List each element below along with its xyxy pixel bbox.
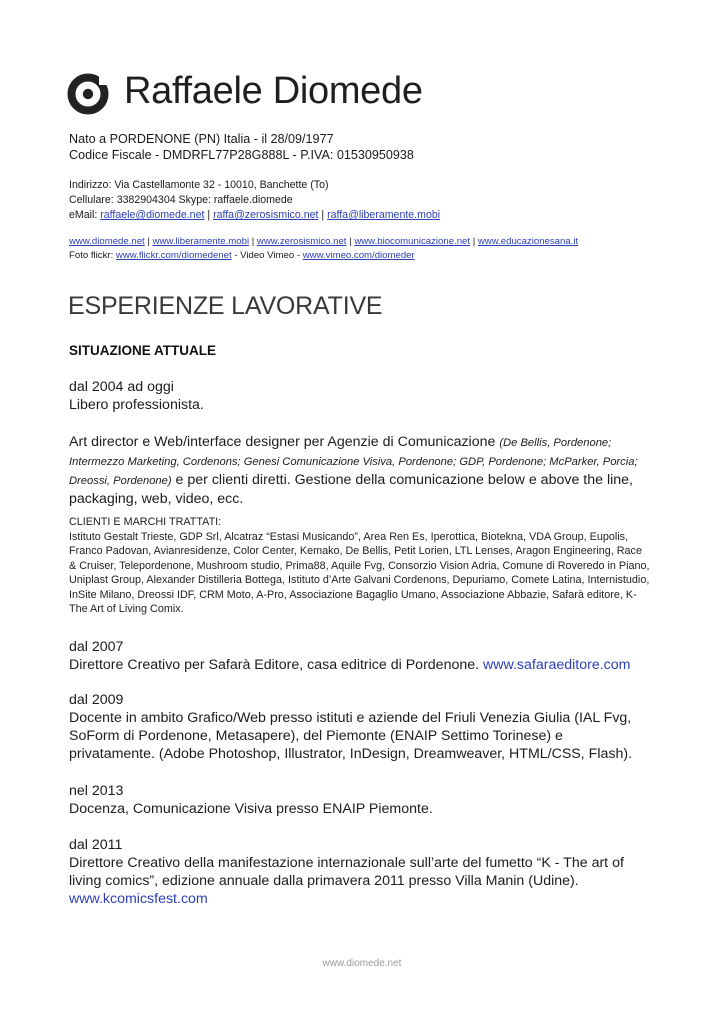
safara-link[interactable]: www.safaraeditore.com	[483, 657, 631, 673]
birth-line: Nato a PORDENONE (PN) Italia - il 28/09/1977	[69, 132, 334, 146]
entry-description: Direttore Creativo della manifestazione internazionale sull’arte del fumetto “K - The art of living comics”, edizione annuale dalla primavera 2011 presso Villa Manin (Udine).	[69, 855, 624, 889]
address-line: Indirizzo: Via Castellamonte 32 - 10010, Banchette (To)	[69, 179, 329, 191]
kcomicsfest-link[interactable]: www.kcomicsfest.com	[69, 891, 208, 907]
entry-description	[69, 656, 649, 674]
entry-description-text: Direttore Creativo per Safarà Editore, casa editrice di Pordenone.	[69, 657, 484, 673]
entry-date: dal 2009	[69, 692, 124, 708]
art-director-text-rest: e per clienti diretti. Gestione della comunicazione below e above the line, packaging, web, video, ecc.	[69, 472, 633, 507]
email-label: eMail:	[69, 209, 101, 221]
entry-teaching	[69, 691, 649, 763]
clients-list: Istituto Gestalt Trieste, GDP Srl, Alcatraz “Estasi Musicando”, Area Ren Es, Iperottica, Biotekna, VDA Group, Eupolis, Franco Padovan, Avianresidenze, Color Center, Kemako, De Bellis, Petit Lorien, LTL Lenses, Aragon Engineering, Race & Cruiser, Telepordenone, Mushroom studio, Prima88, Aquile Fvg, Consorzio Vision Adria, Comune di Roveredo in Piano, Uniplast Group, Alexander Distilleria Bottega, Istituto d’Arte Galvani Cordenons, Depuriamo, Comete Latina, Internistudio, InSite Milano, Dreossi IDF, CRM Moto, A-Pro, Associazione Bagaglio Umano, Associazione Abbazie, Safarà editore, K-The Art of Living Comix.	[69, 531, 650, 616]
circle-dot-logo-icon	[66, 72, 110, 116]
section-title: ESPERIENZE LAVORATIVE	[68, 292, 383, 320]
flickr-link[interactable]: www.flickr.com/diomedenet	[115, 250, 232, 261]
art-director-text: Art director e Web/interface designer per Agenzie di Comunicazione	[69, 434, 500, 450]
section-subheading: SITUAZIONE ATTUALE	[69, 343, 216, 358]
contact-info	[69, 178, 440, 223]
entry-description: Docente in ambito Grafico/Web presso istituti e aziende del Friuli Venezia Giulia (IAL Fvg, SoForm di Pordenone, Metasapere), del Piemonte (ENAIP Settimo Torinese) e privatamente. (Adobe Photoshop, Illustrator, InDesign, Dreamweaver, HTML/CSS, Flash).	[69, 710, 633, 762]
agencies-list: (De Bellis, Pordenone; Intermezzo Marketing, Cordenons; Genesi Comunicazione Visiva, Pordenone; GDP, Pordenone; McParker, Porcia; Dreossi, Pordenone)	[69, 437, 638, 487]
email-link-zerosismico[interactable]: raffa@zerosismico.net	[213, 209, 319, 221]
entry-description: Docenza, Comunicazione Visiva presso ENAIP Piemonte.	[69, 801, 433, 817]
website-links-line: www.diomede.net | www.liberamente.mobi | www.zerosismico.net | www.biocomunicazione.net | www.educazionesana.it	[69, 236, 579, 247]
page-title: Raffaele Diomede	[124, 70, 423, 112]
entry-date: nel 2013	[69, 783, 124, 799]
personal-info	[69, 131, 414, 163]
flickr-label: Foto flickr:	[69, 250, 116, 261]
entry-date: dal 2004 ad oggi	[69, 379, 174, 395]
entry-safara	[69, 638, 649, 674]
phone-line: Cellulare: 3382904304 Skype: raffaele.diomede	[69, 194, 293, 206]
websites	[69, 235, 578, 263]
website-link-biocomunicazione[interactable]: www.biocomunicazione.net	[354, 236, 471, 247]
email-link-diomede[interactable]: raffaele@diomede.net	[100, 209, 205, 221]
website-link-educazionesana[interactable]: www.educazionesana.it	[477, 236, 579, 247]
vimeo-link[interactable]: www.vimeo.com/diomeder	[302, 250, 415, 261]
entry-date: dal 2007	[69, 639, 124, 655]
entry-description: Libero professionista.	[69, 397, 204, 413]
entry-date: dal 2011	[69, 837, 123, 853]
website-link-zerosismico[interactable]: www.zerosismico.net	[256, 236, 347, 247]
media-links-line	[69, 249, 578, 263]
clients-title: CLIENTI E MARCHI TRATTATI:	[69, 516, 222, 528]
website-link-liberamente[interactable]: www.liberamente.mobi	[152, 236, 250, 247]
entry-freelance	[69, 378, 649, 414]
entry-kcomics	[69, 836, 649, 908]
email-link-liberamente[interactable]: raffa@liberamente.mobi	[327, 209, 441, 221]
entry-art-director	[69, 433, 649, 508]
page-footer: www.diomede.net	[322, 958, 402, 969]
website-link-diomede[interactable]: www.diomede.net	[69, 236, 145, 247]
tax-code-line: Codice Fiscale - DMDRFL77P28G888L - P.IVA: 01530950938	[69, 148, 414, 162]
email-line: eMail: raffaele@diomede.net | raffa@zerosismico.net | raffa@liberamente.mobi	[69, 209, 441, 221]
entry-enaip	[69, 782, 649, 818]
vimeo-label: - Video Vimeo -	[231, 250, 303, 261]
